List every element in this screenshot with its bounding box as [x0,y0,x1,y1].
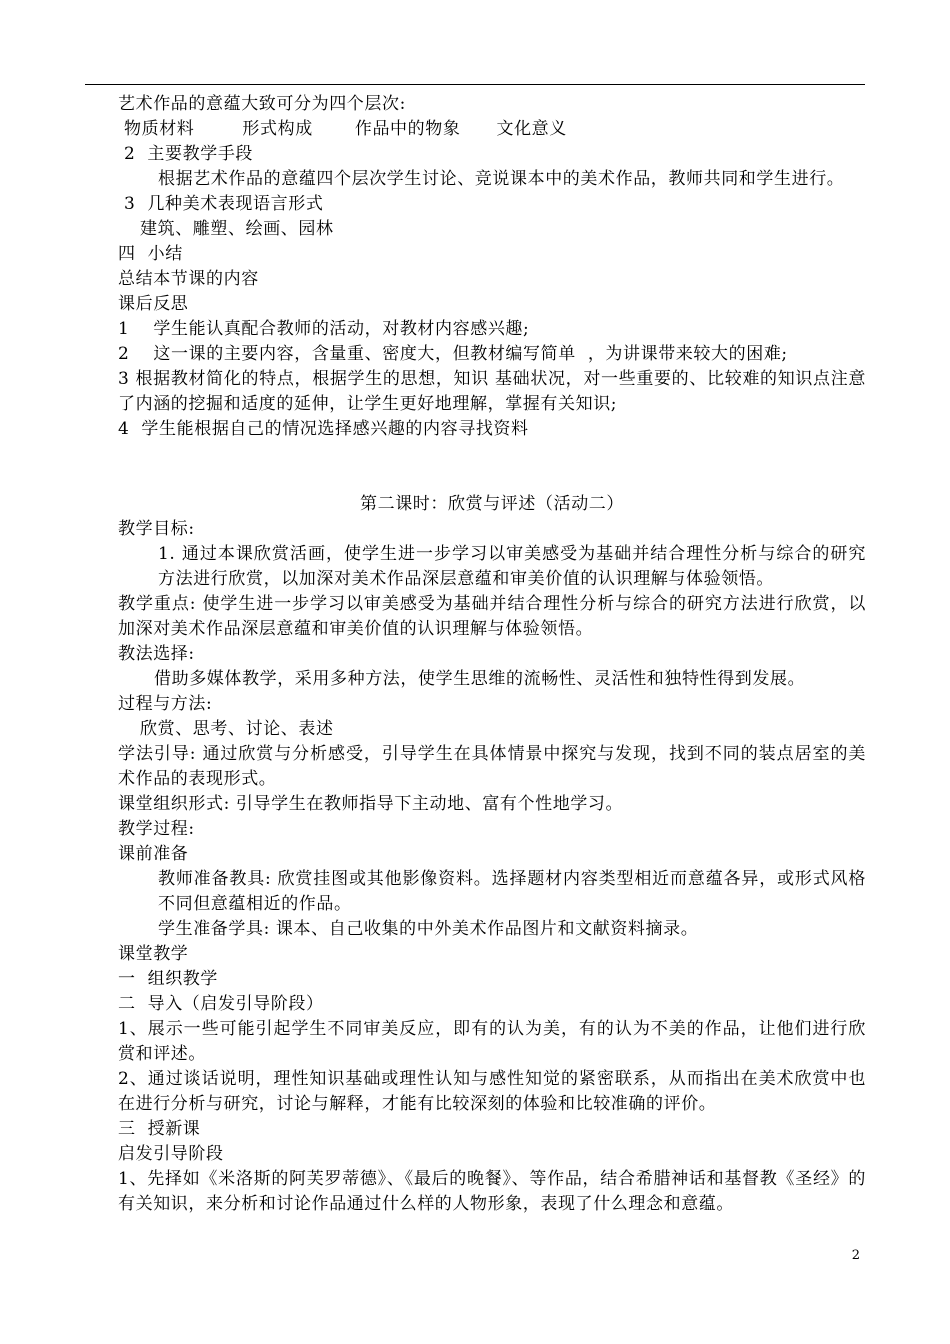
paragraph: 3 几种美术表现语言形式 [118,194,324,214]
paragraph: 借助多媒体教学，采用多种方法，使学生思维的流畅性、灵活性和独特性得到发展。 [154,669,806,689]
page-number: 2 [851,1248,860,1263]
paragraph: 教学目标: [118,519,195,539]
paragraph: 课前准备 [118,844,189,864]
paragraph: 4 学生能根据自己的情况选择感兴趣的内容寻找资料 [118,419,529,439]
paragraph: 启发引导阶段 [118,1144,224,1164]
paragraph: 学生准备学具: 课本、自己收集的中外美术作品图片和文献资料摘录。 [158,919,699,939]
paragraph: 物质材料 形式构成 作品中的物象 文化意义 [118,119,567,139]
blank-line [118,467,866,492]
paragraph: 过程与方法: [118,694,213,714]
paragraph: 1、先择如《米洛斯的阿芙罗蒂德》、《最后的晚餐》、等作品，结合希腊神话和基督教《圣经》的有关知识，来分析和讨论作品通过什么样的人物形象，表现了什么理念和意蕴。 [118,1169,866,1214]
paragraph: 1、展示一些可能引起学生不同审美反应，即有的认为美，有的认为不美的作品，让他们进行欣赏和评述。 [118,1019,866,1064]
paragraph: 1. 通过本课欣赏活画，使学生进一步学习以审美感受为基础并结合理性分析与综合的研究方法进行欣赏，以加深对美术作品深层意蕴和审美价值的认识理解与体验领悟。 [158,544,866,589]
paragraph: 2 主要教学手段 [118,144,254,164]
paragraph: 3 根据教材简化的特点，根据学生的思想，知识 基础状况，对一些重要的、比较难的知识点注意 了内涵的挖掘和适度的延伸，让学生更好地理解，掌握有关知识; [118,369,866,414]
paragraph: 一 组织教学 [118,969,219,989]
paragraph: 1 学生能认真配合教师的活动，对教材内容感兴趣; [118,319,530,339]
paragraph: 艺术作品的意蕴大致可分为四个层次: [118,94,406,114]
paragraph: 三 授新课 [118,1119,201,1139]
paragraph: 课堂教学 [118,944,189,964]
paragraph: 根据艺术作品的意蕴四个层次学生讨论、竞说课本中的美术作品，教师共同和学生进行。 [158,169,845,189]
paragraph: 教法选择: [118,644,195,664]
blank-line [118,442,866,467]
paragraph: 第二课时：欣赏与评述（活动二） [360,494,624,514]
paragraph: 教学重点: 使学生进一步学习以审美感受为基础并结合理性分析与综合的研究方法进行欣赏，以加深对美术作品深层意蕴和审美价值的认识理解与体验领悟。 [118,594,866,639]
paragraph: 四 小结 [118,244,183,264]
paragraph: 课堂组织形式: 引导学生在教师指导下主动地、富有个性地学习。 [118,794,624,814]
paragraph: 教学过程: [118,819,195,839]
paragraph: 学法引导: 通过欣赏与分析感受，引导学生在具体情景中探究与发现，找到不同的装点居室的美术作品的表现形式。 [118,744,866,789]
paragraph: 建筑、雕塑、绘画、园林 [140,219,334,239]
paragraph: 欣赏、思考、讨论、表述 [140,719,334,739]
paragraph: 2 这一课的主要内容，含量重、密度大，但教材编写简单 ，为讲课带来较大的困难; [118,344,788,364]
paragraph: 2、通过谈话说明，理性知识基础或理性认知与感性知觉的紧密联系，从而指出在美术欣赏中也在进行分析与研究，讨论与解释，才能有比较深刻的体验和比较准确的评价。 [118,1069,866,1114]
paragraph: 教师准备教具: 欣赏挂图或其他影像资料。选择题材内容类型相近而意蕴各异，或形式风格不同但意蕴相近的作品。 [158,869,866,914]
paragraph: 二 导入（启发引导阶段） [118,994,324,1014]
paragraph: 总结本节课的内容 [118,269,259,289]
paragraph: 课后反思 [118,294,189,314]
document-body [118,92,866,1217]
header-rule [85,84,865,85]
